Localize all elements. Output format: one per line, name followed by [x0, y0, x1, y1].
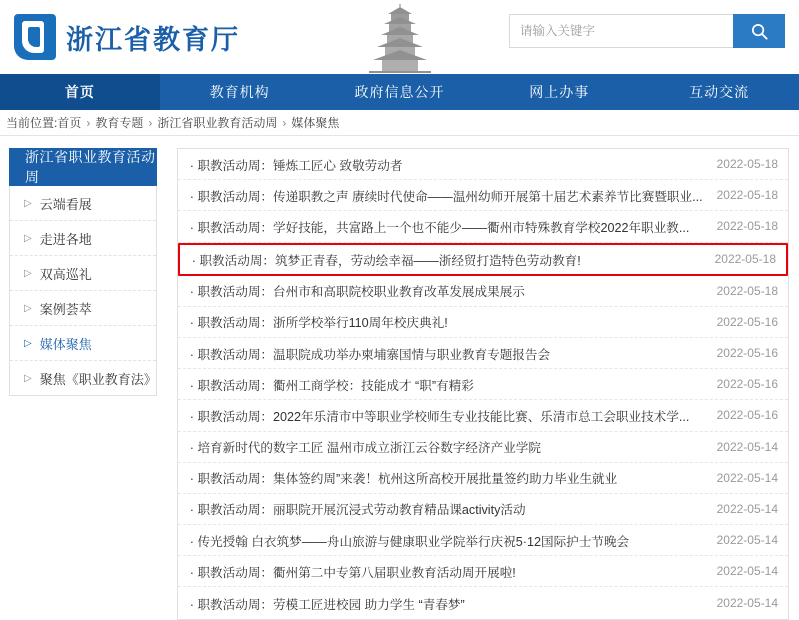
main-navigation	[0, 74, 799, 110]
sidebar-item-label: 双高巡礼	[39, 266, 92, 282]
search-icon	[750, 22, 769, 41]
list-item[interactable]	[178, 494, 788, 525]
news-date: 2022-05-14	[716, 470, 778, 485]
list-item[interactable]	[178, 587, 788, 618]
nav-item-online-service[interactable]: 网上办事	[529, 84, 590, 100]
news-date: 2022-05-14	[716, 596, 778, 611]
list-item[interactable]	[178, 556, 788, 587]
sidebar-item-label: 走进各地	[39, 231, 92, 247]
news-date: 2022-05-14	[716, 501, 778, 516]
list-item[interactable]	[178, 307, 788, 338]
sidebar-item-label: 聚焦《职业教育法》	[39, 371, 157, 387]
news-date: 2022-05-14	[716, 564, 778, 579]
sidebar-item-cloud-exhibition[interactable]	[10, 186, 156, 221]
leaf-book-logo-icon	[14, 14, 56, 60]
search-button[interactable]	[733, 14, 785, 48]
news-date: 2022-05-18	[714, 252, 776, 267]
breadcrumb-separator-3: ›	[282, 115, 287, 130]
news-title[interactable]: · 职教活动周：劳模工匠进校园 助力学生 “青春梦”	[189, 597, 465, 612]
nav-item-institutions[interactable]: 教育机构	[209, 84, 270, 100]
sidebar-item-vocational-law[interactable]	[10, 361, 156, 395]
site-header	[0, 0, 799, 74]
chevron-right-icon: ▷	[24, 267, 32, 279]
list-item[interactable]	[178, 180, 788, 211]
news-date: 2022-05-16	[716, 314, 778, 329]
page-content	[0, 136, 799, 620]
sidebar-list	[9, 186, 157, 396]
news-title[interactable]: · 职教活动周：传递职教之声 赓续时代使命——温州幼师开展第十届艺术素养节比赛暨职业...	[189, 189, 703, 204]
news-date: 2022-05-14	[716, 439, 778, 454]
news-title[interactable]: · 职教活动周：2022年乐清市中等职业学校师生专业技能比赛、乐清市总工会职业技术学...	[189, 409, 690, 424]
chevron-right-icon: ▷	[24, 302, 32, 314]
news-title[interactable]: · 职教活动周：衢州工商学校：技能成才 “职”有精彩	[189, 378, 474, 393]
sidebar	[9, 148, 157, 620]
sidebar-item-label: 云端看展	[39, 196, 92, 212]
list-item[interactable]	[178, 432, 788, 463]
news-list	[177, 148, 789, 620]
news-title[interactable]: · 职教活动周：集体签约周”来袭！杭州这所高校开展批量签约助力毕业生就业	[189, 472, 618, 487]
breadcrumb-item-media-focus[interactable]: 媒体聚焦	[291, 116, 340, 130]
news-title[interactable]: · 职教活动周：衢州第二中专第八届职业教育活动周开展啦!	[189, 565, 516, 580]
nav-item-interaction[interactable]: 互动交流	[689, 84, 750, 100]
list-item[interactable]	[178, 338, 788, 369]
site-title: 浙江省教育厅	[66, 24, 240, 55]
site-logo[interactable]	[0, 14, 240, 60]
sidebar-title: 浙江省职业教育活动周	[9, 148, 157, 186]
list-item[interactable]	[178, 369, 788, 400]
sidebar-item-label: 案例荟萃	[39, 301, 92, 317]
breadcrumb-item-vocational-week[interactable]: 浙江省职业教育活动周	[157, 116, 278, 130]
list-item[interactable]	[178, 276, 788, 307]
news-title[interactable]: · 职教活动周：丽职院开展沉浸式劳动教育精品课activity活动	[189, 503, 526, 518]
list-item[interactable]	[178, 463, 788, 494]
news-date: 2022-05-18	[716, 188, 778, 203]
news-title[interactable]: · 培育新时代的数字工匠 温州市成立浙江云谷数字经济产业学院	[189, 441, 541, 456]
news-title[interactable]: · 职教活动周：台州市和高职院校职业教育改革发展成果展示	[189, 285, 525, 300]
list-item[interactable]	[178, 211, 788, 242]
news-title[interactable]: · 职教活动周：温职院成功举办柬埔寨国情与职业教育专题报告会	[189, 347, 551, 362]
list-item[interactable]	[178, 400, 788, 431]
breadcrumb	[0, 110, 799, 136]
chevron-right-icon: ▷	[24, 232, 32, 244]
chevron-right-icon: ▷	[24, 197, 32, 209]
breadcrumb-item-topics[interactable]: 教育专题	[95, 116, 144, 130]
nav-item-gov-info[interactable]: 政府信息公开	[354, 84, 445, 100]
list-item-highlighted[interactable]	[178, 243, 788, 276]
sidebar-item-media-focus[interactable]	[10, 326, 156, 361]
news-date: 2022-05-16	[716, 346, 778, 361]
news-date: 2022-05-14	[716, 533, 778, 548]
news-title[interactable]: · 职教活动周：浙所学校举行110周年校庆典礼!	[189, 316, 448, 331]
chevron-right-icon: ▷	[24, 337, 32, 349]
breadcrumb-separator-2: ›	[148, 115, 153, 130]
breadcrumb-separator-1: ›	[86, 115, 91, 130]
sidebar-item-double-high[interactable]	[10, 256, 156, 291]
search-input[interactable]	[509, 14, 733, 48]
news-date: 2022-05-18	[716, 157, 778, 172]
news-date: 2022-05-16	[716, 408, 778, 423]
search-box[interactable]	[509, 14, 785, 48]
news-title[interactable]: · 传光授翰 白衣筑梦——舟山旅游与健康职业学院举行庆祝5·12国际护士节晚会	[189, 534, 630, 549]
chevron-right-icon: ▷	[24, 372, 32, 384]
news-title[interactable]: · 职教活动周：锤炼工匠心 致敬劳动者	[189, 158, 403, 173]
breadcrumb-item-home[interactable]: 首页	[57, 116, 82, 130]
sidebar-item-case-collection[interactable]	[10, 291, 156, 326]
news-date: 2022-05-18	[716, 283, 778, 298]
news-date: 2022-05-16	[716, 377, 778, 392]
news-title[interactable]: · 职教活动周：筑梦正青春，劳动绘幸福——浙经贸打造特色劳动教育!	[191, 253, 581, 268]
list-item[interactable]	[178, 525, 788, 556]
sidebar-item-visit-regions[interactable]	[10, 221, 156, 256]
breadcrumb-prefix: 当前位置:	[6, 116, 58, 130]
pagoda-illustration-icon	[355, 2, 445, 74]
news-date: 2022-05-18	[716, 219, 778, 234]
news-title[interactable]: · 职教活动周：学好技能，共富路上一个也不能少——衢州市特殊教育学校2022年职业教...	[189, 220, 690, 235]
sidebar-item-label: 媒体聚焦	[39, 336, 92, 352]
list-item[interactable]	[178, 149, 788, 180]
nav-item-home[interactable]: 首页	[0, 74, 160, 110]
